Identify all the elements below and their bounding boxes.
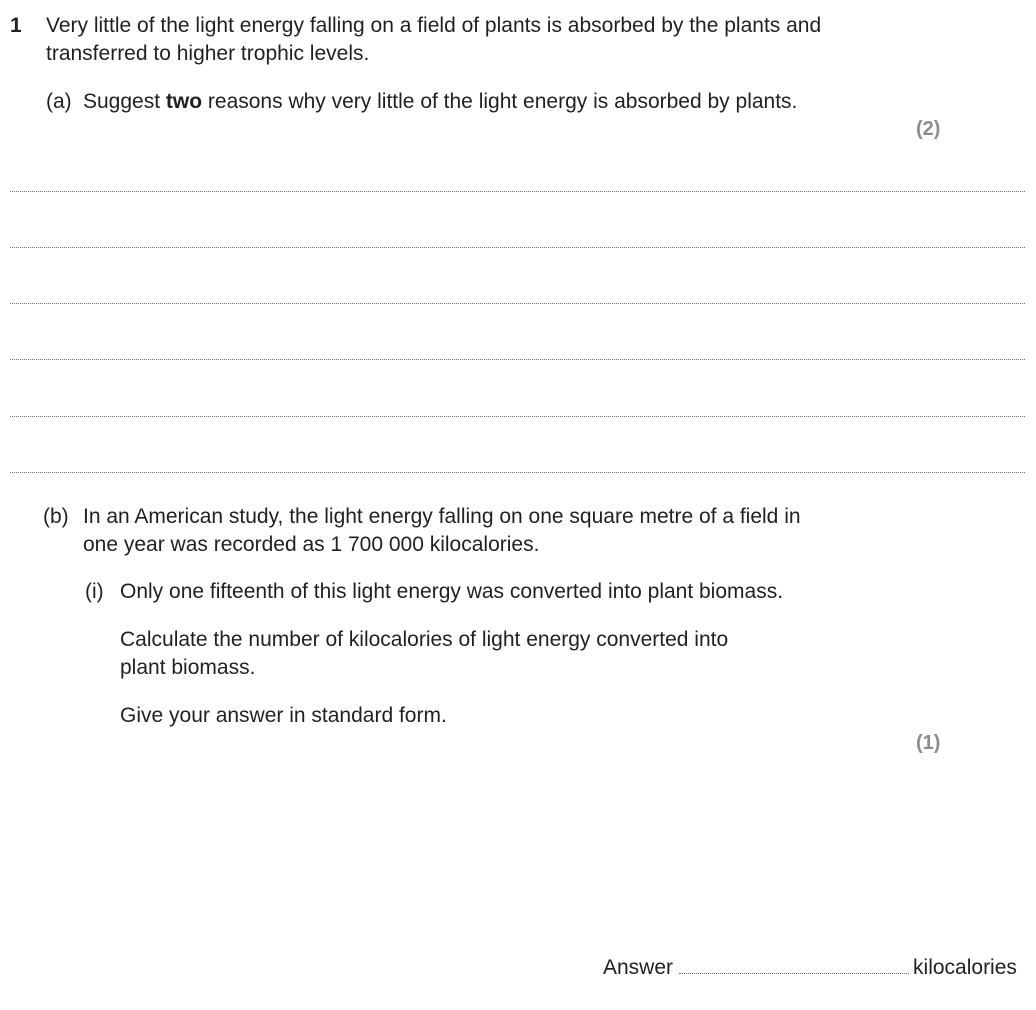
answer-line-6[interactable] <box>10 472 1025 473</box>
part-b-i-instruction-1: Calculate the number of kilocalories of light energy converted into <box>120 628 729 651</box>
part-a-label: (a) <box>46 90 72 113</box>
part-b-i-line-1: Only one fifteenth of this light energy was converted into plant biomass. <box>120 580 784 603</box>
answer-input-line[interactable] <box>679 973 909 974</box>
question-stem-line-2: transferred to higher trophic levels. <box>46 42 370 65</box>
question-number: 1 <box>10 14 22 37</box>
answer-line-3[interactable] <box>10 303 1025 304</box>
part-b-label: (b) <box>43 505 69 528</box>
answer-line-2[interactable] <box>10 247 1025 248</box>
question-stem-line-1: Very little of the light energy falling on a field of plants is absorbed by the plants and <box>46 14 822 37</box>
answer-line-5[interactable] <box>10 416 1025 417</box>
answer-label: Answer <box>603 956 674 979</box>
answer-line-1[interactable] <box>10 191 1025 192</box>
answer-row <box>603 954 1017 982</box>
part-a-marks: (2) <box>916 118 941 140</box>
part-b-i-instruction-2: plant biomass. <box>120 656 256 679</box>
answer-unit: kilocalories <box>913 956 1017 979</box>
part-a-question <box>83 88 797 116</box>
part-b-i-label: (i) <box>85 580 104 603</box>
part-a-text-bold: two <box>165 90 203 113</box>
part-b-i-marks: (1) <box>916 732 941 754</box>
part-b-line-1: In an American study, the light energy falling on one square metre of a field in <box>83 505 801 528</box>
part-a-text-post: reasons why very little of the light energy is absorbed by plants. <box>207 90 798 113</box>
part-b-i-instruction-3: Give your answer in standard form. <box>120 704 447 727</box>
part-b-line-2: one year was recorded as 1 700 000 kilocalories. <box>83 533 540 556</box>
part-a-text-pre: Suggest <box>83 90 161 113</box>
answer-line-4[interactable] <box>10 359 1025 360</box>
